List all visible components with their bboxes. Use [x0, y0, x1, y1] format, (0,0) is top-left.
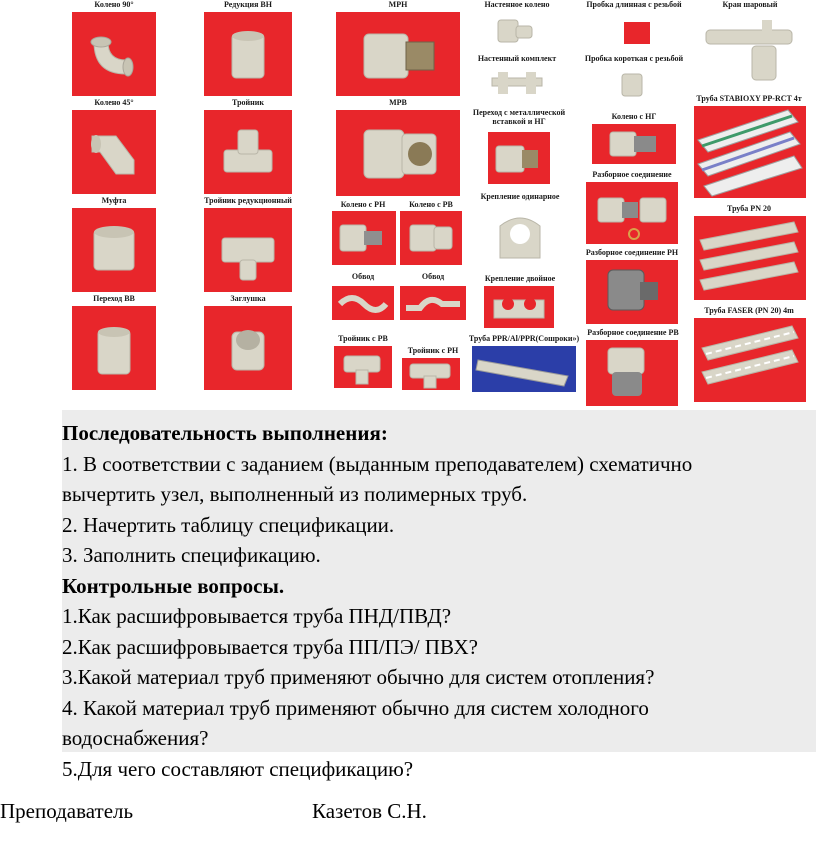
- tile-label: Обвод: [421, 272, 445, 281]
- tile-label: Колено с РН: [340, 200, 386, 209]
- catalog-tile: [202, 196, 294, 294]
- catalog-tile: [70, 196, 158, 294]
- tile-label: Переход с металлической вставкой и НГ: [472, 108, 566, 126]
- fitting-photo: [484, 66, 550, 100]
- catalog-tile: [682, 204, 816, 300]
- step-1-line-2: вычертить узел, выполненный из полимерных труб.: [62, 482, 528, 506]
- step-1-line-1: 1. В соответствии с заданием (выданным преподавателем) схематично: [62, 451, 693, 476]
- catalog-tile: [330, 98, 466, 198]
- teacher-name: Казетов С.Н.: [312, 799, 427, 823]
- catalog-tile: [682, 94, 816, 198]
- catalog-tile: [472, 274, 568, 330]
- question-4-line-1: 4. Какой материал труб применяют обычно для систем холодного: [62, 695, 649, 720]
- tile-label: Переход ВВ: [93, 294, 135, 303]
- fitting-photo: [592, 124, 676, 164]
- tile-label: Колено с НГ: [611, 112, 657, 121]
- catalog-tile: [468, 108, 570, 186]
- tile-label: Колено 45°: [94, 98, 134, 107]
- fitting-photo: [586, 182, 678, 244]
- catalog-tile: [202, 98, 294, 196]
- question-4-line-2: водоснабжения?: [62, 726, 209, 750]
- fitting-photo: [488, 132, 550, 184]
- fitting-photo: [594, 12, 674, 52]
- tile-label: Труба PN 20: [727, 204, 771, 213]
- fitting-photo: [694, 318, 806, 402]
- catalog-tile: [400, 346, 466, 392]
- fitting-photo: [204, 110, 292, 194]
- tile-label: Разборное соединение РН: [585, 248, 679, 257]
- catalog-tile: [588, 112, 680, 166]
- tile-label: Настенное колено: [484, 0, 550, 9]
- fitting-photo: [332, 286, 394, 320]
- tile-label: Труба PPR/Al/PPR(Сошроки»): [468, 334, 580, 343]
- tile-label: Колено с РВ: [409, 200, 453, 209]
- tile-label: Разборное соединение РВ: [587, 328, 679, 337]
- tile-label: Пробка длинная с резьбой: [586, 0, 682, 9]
- tile-label: МРВ: [389, 98, 407, 107]
- catalog-tile: [472, 0, 562, 52]
- catalog-tile: [574, 54, 694, 104]
- fitting-photo: [694, 106, 806, 198]
- step-2: 2. Начертить таблицу спецификации.: [62, 512, 395, 537]
- fitting-photo: [486, 204, 554, 266]
- fitting-photo: [334, 346, 392, 388]
- fitting-photo: [586, 260, 678, 324]
- questions-heading: Контрольные вопросы.: [62, 573, 285, 598]
- tile-label: Настенный комплект: [477, 54, 557, 63]
- sequence-heading: Последовательность выполнения:: [62, 421, 388, 445]
- tile-label: Тройник с РН: [407, 346, 459, 355]
- catalog-tile: [398, 272, 468, 328]
- catalog-tile: [464, 334, 584, 394]
- instructions-text: [62, 418, 812, 784]
- fitting-photo: [336, 12, 460, 96]
- fitting-photo: [586, 340, 678, 406]
- tile-label: Труба FASER (PN 20) 4m: [704, 306, 794, 315]
- question-2: 2.Как расшифровывается труба ПП/ПЭ/ ПВХ?: [62, 634, 478, 659]
- catalog-tile: [202, 294, 294, 392]
- tile-label: Крепление одинарное: [480, 192, 560, 201]
- catalog-tile: [330, 272, 396, 328]
- fitting-photo: [204, 306, 292, 390]
- catalog-tile: [580, 248, 684, 326]
- catalog-tile: [330, 334, 396, 392]
- tile-label: Тройник с РВ: [338, 334, 388, 343]
- tile-label: Муфта: [101, 196, 127, 205]
- fitting-photo: [400, 286, 466, 320]
- step-3: 3. Заполнить спецификацию.: [62, 543, 321, 567]
- catalog-tile: [580, 170, 684, 246]
- tile-label: Разборное соединение: [592, 170, 672, 179]
- fitting-photo: [602, 66, 662, 102]
- tile-label: МРН: [388, 0, 408, 9]
- tile-label: Заглушка: [230, 294, 266, 303]
- catalog-tile: [690, 0, 810, 92]
- catalog-tile: [574, 0, 694, 54]
- tile-label: Обвод: [351, 272, 375, 281]
- catalog-tile: [70, 0, 158, 98]
- fitting-photo: [472, 346, 576, 392]
- question-1: 1.Как расшифровывается труба ПНД/ПВД?: [62, 604, 452, 628]
- catalog-tile: [70, 98, 158, 196]
- fitting-photo: [72, 110, 156, 194]
- fitting-photo: [72, 306, 156, 390]
- fitting-photo: [72, 12, 156, 96]
- tile-label: Тройник редукционный: [204, 196, 292, 205]
- tile-label: Колено 90°: [94, 0, 134, 9]
- fitting-photo: [204, 12, 292, 96]
- tile-label: Редукция ВН: [224, 0, 272, 9]
- tile-label: Крепление двойное: [484, 274, 556, 283]
- fitting-photo: [204, 208, 292, 292]
- fittings-catalog-image: [62, 0, 816, 410]
- catalog-tile: [682, 306, 816, 402]
- teacher-role: Преподаватель: [0, 799, 134, 823]
- catalog-tile: [398, 200, 464, 266]
- catalog-tile: [330, 200, 396, 266]
- fitting-photo: [484, 12, 550, 50]
- catalog-tile: [472, 54, 562, 102]
- fitting-photo: [484, 286, 554, 328]
- fitting-photo: [336, 110, 460, 196]
- fitting-photo: [332, 211, 396, 265]
- catalog-tile: [202, 0, 294, 98]
- question-5: 5.Для чего составляют спецификацию?: [62, 756, 414, 781]
- catalog-tile: [330, 0, 466, 98]
- catalog-tile: [580, 328, 686, 408]
- fitting-photo: [400, 211, 462, 265]
- tile-label: Тройник: [232, 98, 264, 107]
- tile-label: Кран шаровый: [722, 0, 778, 9]
- fitting-photo: [72, 208, 156, 292]
- catalog-tile: [70, 294, 158, 392]
- fitting-photo: [696, 12, 804, 92]
- tile-label: Пробка короткая с резьбой: [584, 54, 684, 63]
- tile-label: Труба STABIOXY PP-RCT 4т: [696, 94, 802, 103]
- fitting-photo: [694, 216, 806, 300]
- fitting-photo: [402, 358, 460, 390]
- catalog-tile: [472, 192, 568, 270]
- question-3: 3.Какой материал труб применяют обычно для систем отопления?: [62, 665, 655, 689]
